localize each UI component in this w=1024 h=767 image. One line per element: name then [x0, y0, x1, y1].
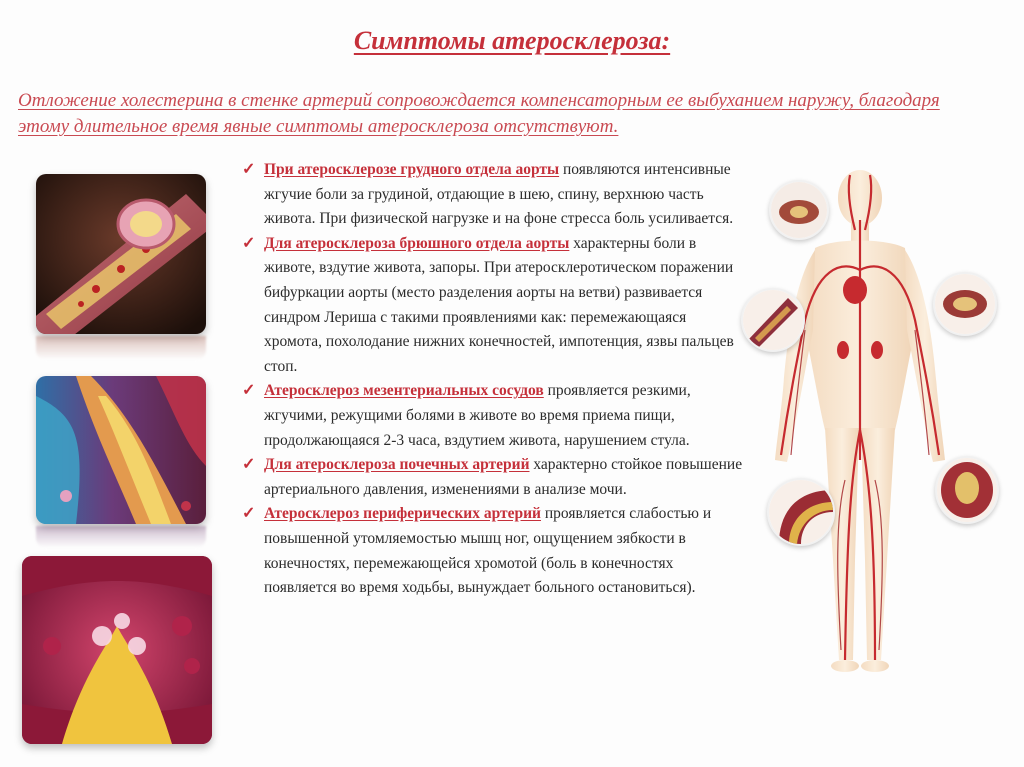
artery-plaque-image	[36, 174, 206, 334]
slide-title: Симптомы атеросклероза:	[353, 26, 671, 55]
vessel-section-icon	[36, 376, 206, 524]
checkmark-icon: ✓	[242, 505, 256, 523]
symptom-list	[238, 158, 748, 601]
item-text: характерно стойкое повышение артериального давления, изменениями в анализе мочи.	[264, 456, 743, 498]
vessel-callout-icon	[769, 480, 833, 544]
list-item	[238, 453, 748, 502]
list-item	[238, 379, 748, 453]
checkmark-icon: ✓	[242, 161, 256, 178]
checkmark-icon: ✓	[242, 456, 256, 474]
list-item	[238, 232, 748, 380]
vessel-callout-icon	[937, 458, 997, 522]
item-heading: Атеросклероз периферических артерий	[264, 505, 541, 523]
image-reflection	[36, 336, 206, 360]
list-item	[238, 502, 748, 600]
vessel-callout-image	[769, 180, 829, 240]
vessel-callout-image	[933, 272, 997, 336]
item-text: появляются интенсивные жгучие боли за грудиной, отдающие в шею, спину, верхнюю часть живота. При физической нагрузке и на фоне стресса боль усиливается.	[264, 161, 734, 228]
intro-paragraph: Отложение холестерина в стенке артерий сопровождается компенсаторным ее выбуханием наружу, благодаря этому длительное время явные симптомы атеросклероза отсутствуют.	[18, 90, 940, 137]
vessel-callout-icon	[935, 274, 995, 334]
vessel-section-image	[36, 376, 206, 524]
item-heading: Атеросклероз мезентериальных сосудов	[264, 382, 544, 400]
item-heading: Для атеросклероза брюшного отдела аорты	[264, 234, 570, 252]
item-heading: При атеросклерозе грудного отдела аорты	[264, 161, 560, 178]
blood-clot-icon	[22, 556, 212, 744]
blood-clot-image	[22, 556, 212, 744]
human-circulatory-icon	[755, 160, 1015, 720]
item-heading: Для атеросклероза почечных артерий	[264, 456, 530, 474]
item-text: проявляется резкими, жгучими, режущими болями в животе во время приема пищи, продолжающаяся 2-3 часа, вздутием живота, нарушением стула.	[264, 382, 691, 449]
item-text: проявляется слабостью и повышенной утомляемостью мышц ног, ощущением зябкости в конечностях, перемежающейся хромотой (боль в конечностях появляется во время ходьбы, вынуждает больного остановиться).	[264, 505, 712, 597]
human-body-figure	[755, 160, 1015, 720]
image-reflection	[36, 526, 206, 548]
artery-plaque-icon	[36, 174, 206, 334]
vessel-callout-image	[741, 288, 805, 352]
vessel-callout-icon	[771, 182, 827, 238]
checkmark-icon: ✓	[242, 382, 256, 400]
list-item	[238, 158, 748, 232]
vessel-callout-icon	[743, 290, 803, 350]
vessel-callout-image	[935, 456, 999, 524]
vessel-callout-image	[767, 478, 835, 546]
item-text: характерны боли в животе, вздутие живота, запоры. При атеросклеротическом поражении бифуркации аорты (место разделения аорты на ветви) развивается синдром Лериша с такими проявлениями как: перемежающаяся хромота, похолодание нижних конечностей, импотенция, язвы пальцев стоп.	[264, 234, 734, 375]
checkmark-icon: ✓	[242, 234, 256, 252]
